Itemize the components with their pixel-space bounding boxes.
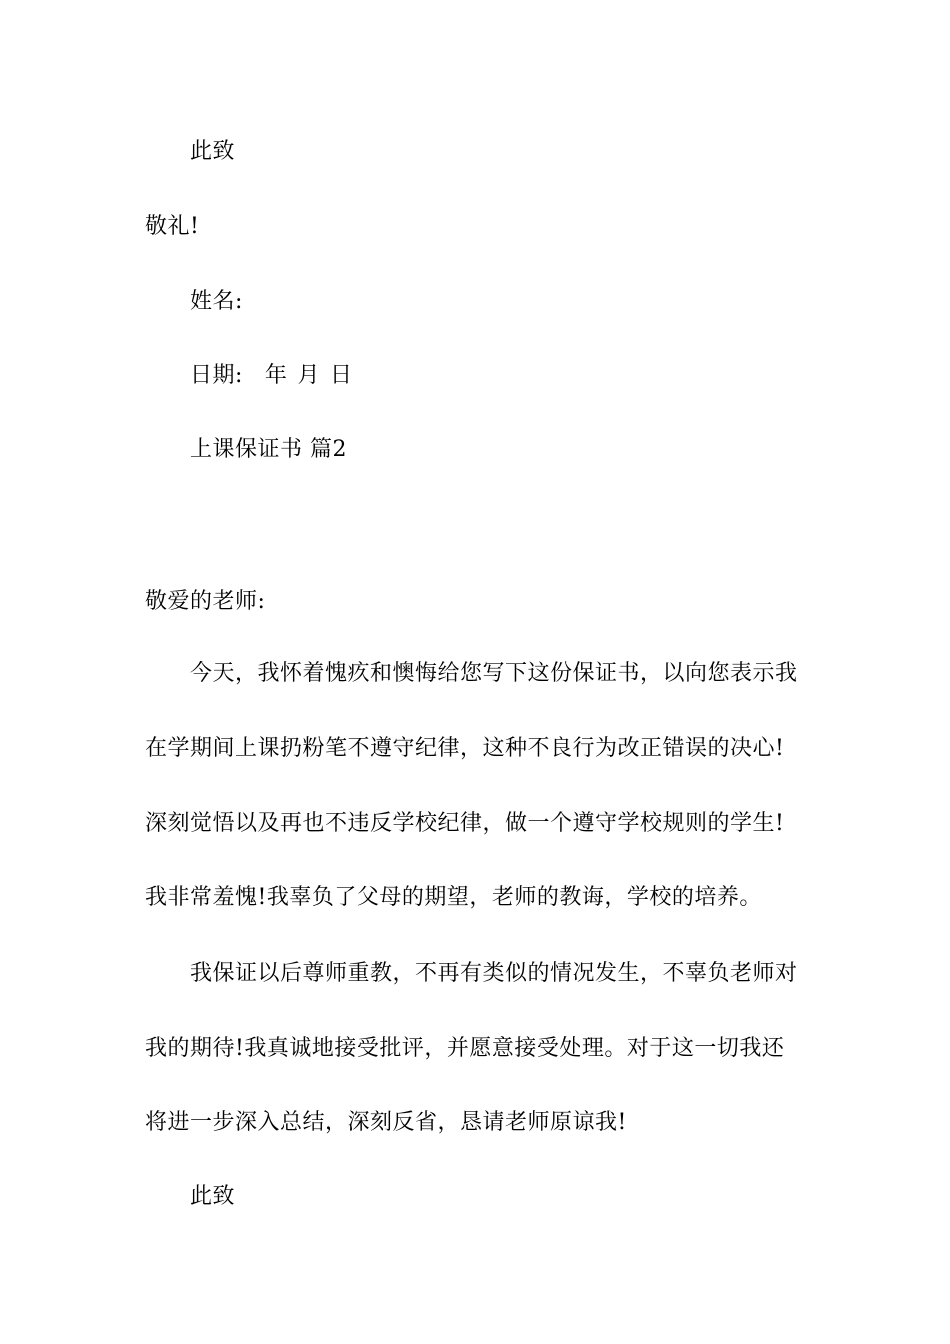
paragraph-line: 我保证以后尊师重教，不再有类似的情况发生，不辜负老师对 (190, 961, 798, 986)
closing-text-2: 此致 (190, 1184, 236, 1209)
salute-text: 敬礼! (145, 214, 200, 239)
paragraph-line: 将进一步深入总结，深刻反省，恳请老师原谅我! (145, 1110, 627, 1135)
paragraph-line: 在学期间上课扔粉笔不遵守纪律，这种不良行为改正错误的决心! (145, 736, 785, 761)
paragraph-line: 我非常羞愧!我辜负了父母的期望，老师的教诲，学校的培养。 (145, 885, 762, 910)
greeting-text: 敬爱的老师: (145, 589, 266, 614)
name-label: 姓名: (190, 289, 243, 314)
paragraph-line: 深刻觉悟以及再也不违反学校纪律，做一个遵守学校规则的学生! (145, 811, 785, 836)
closing-text: 此致 (190, 139, 236, 164)
date-year: 年 (264, 363, 288, 388)
date-day: 日 (329, 363, 353, 388)
date-line (190, 363, 352, 389)
date-label: 日期: (190, 363, 243, 388)
section-title: 上课保证书 篇2 (190, 437, 347, 462)
date-month: 月 (297, 363, 320, 388)
paragraph-line: 今天，我怀着愧疚和懊悔给您写下这份保证书，以向您表示我 (190, 661, 798, 686)
paragraph-line: 我的期待!我真诚地接受批评，并愿意接受处理。对于这一切我还 (145, 1036, 785, 1061)
